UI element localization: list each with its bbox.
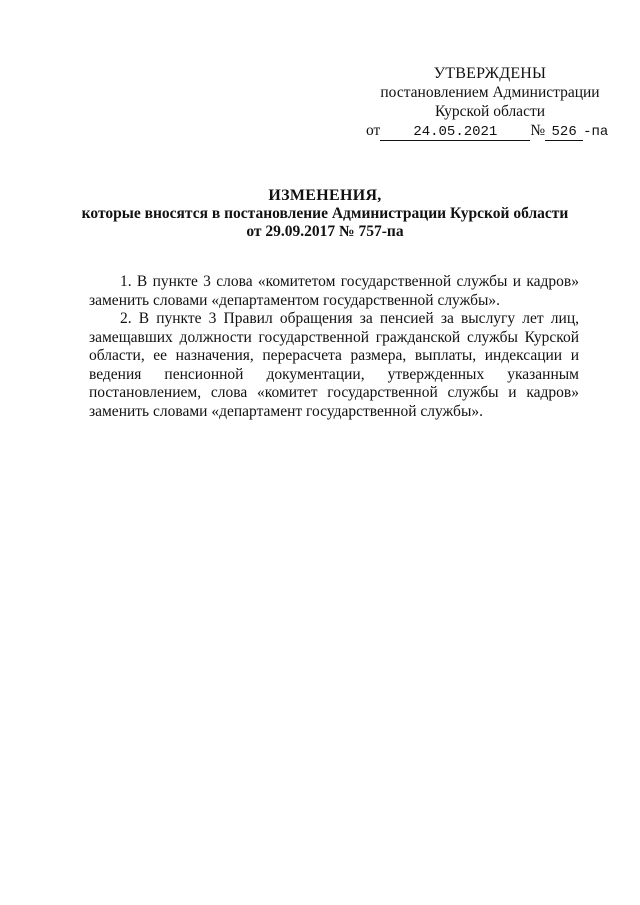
approval-title: УТВЕРЖДЕНЫ [433, 65, 547, 82]
approval-line-1: постановлением Администрации [380, 84, 600, 101]
approval-block [360, 64, 620, 142]
number-label: № [530, 122, 546, 139]
heading-subtitle: которые вносятся в постановление Администрации Курской области [81, 205, 569, 222]
document-body [89, 273, 579, 421]
document-heading [60, 187, 590, 241]
change-item: 1. В пункте 3 слова «комитетом государственной службы и кадров» заменить словами «департаментом государственной службы». [89, 273, 579, 309]
change-item: 2. В пункте 3 Правил обращения за пенсией за выслугу лет лиц, замещавших должности государственной гражданской службы Курской области, ее назначения, перерасчета размера, выплаты, индексации и ведения пенсионной документации, утвержденных указанным постановлением, слова «комитет государственной службы и кадров» заменить словами «департамент государственной службы». [89, 310, 579, 420]
heading-reference: от 29.09.2017 № 757-па [246, 223, 404, 240]
approval-line-2: Курской области [434, 103, 546, 120]
approval-date-line [366, 121, 626, 142]
heading-title: ИЗМЕНЕНИЯ, [268, 187, 382, 204]
from-label: от [366, 122, 381, 139]
approval-number-suffix: -па [583, 124, 609, 140]
approval-date: 24.05.2021 [380, 125, 530, 141]
approval-number: 526 [545, 125, 583, 141]
